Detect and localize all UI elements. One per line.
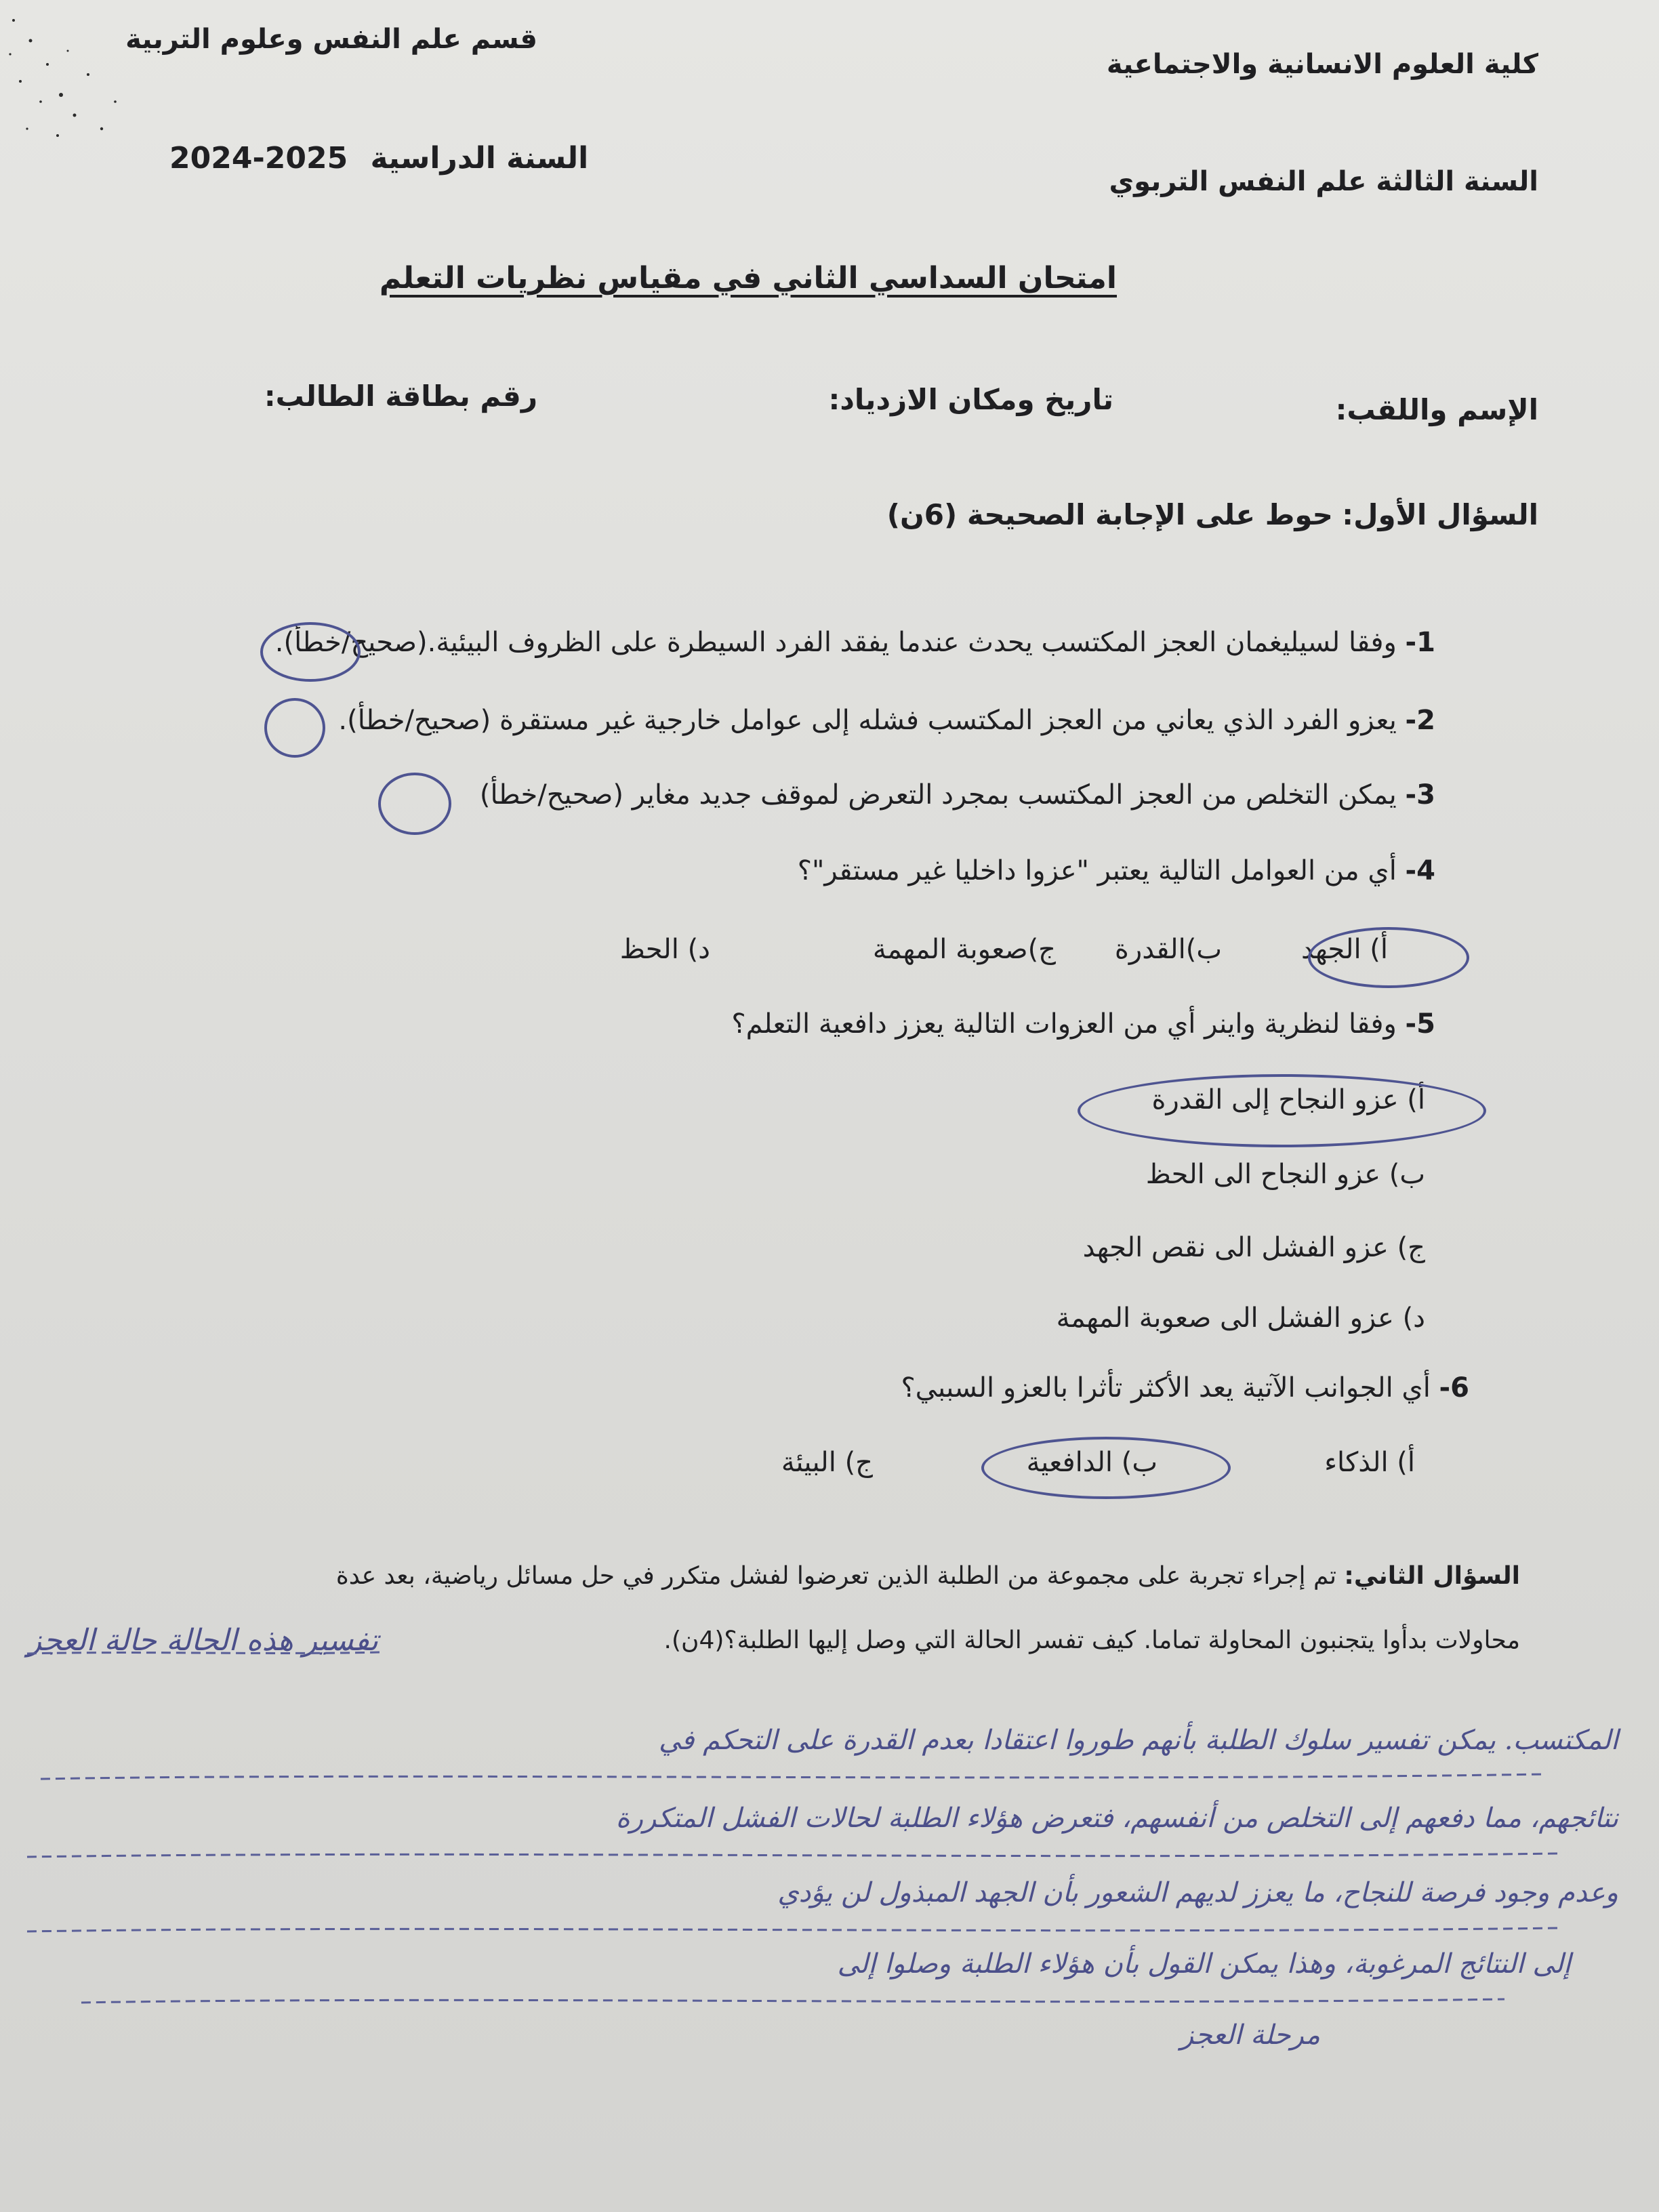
- handwritten-line-3: وعدم وجود فرصة للنجاح، ما يعزز لديهم الشعور بأن الجهد المبذول لن يؤدي: [777, 1877, 1618, 1908]
- handwritten-line-2: نتائجهم، مما دفعهم إلى التخلص من أنفسهم، فتعرض هؤلاء الطلبة لحالات الفشل المتكررة: [615, 1803, 1618, 1834]
- q1-item-5-text: وفقا لنظرية واينر أي من العزوات التالية يعزز دافعية التعلم؟: [731, 1008, 1397, 1040]
- question1-heading: [887, 498, 1538, 531]
- answer-circle-q1: [260, 622, 361, 682]
- q1-item-4-text: أي من العوامل التالية يعتبر "عزوا داخليا غير مستقر"؟: [797, 855, 1397, 886]
- birth-field-label: تاريخ ومكان الازدياد:: [828, 383, 1113, 416]
- q1-item-6-num: 6-: [1439, 1372, 1469, 1404]
- question1-label: السؤال الأول:: [1342, 498, 1538, 531]
- q6-option-b: ب) الدافعية: [1026, 1447, 1158, 1478]
- q4-option-d: د) الحظ: [619, 934, 710, 965]
- faculty-name: كلية العلوم الانسانية والاجتماعية: [1106, 49, 1538, 80]
- academic-year-label: السنة الدراسية: [370, 141, 589, 176]
- name-field-label: الإسم واللقب:: [1335, 393, 1538, 426]
- q1-item-3-text: يمكن التخلص من العجز المكتسب بمجرد التعرض لموقف جديد مغاير (صحيح/خطأ): [479, 779, 1397, 811]
- q1-item-5-num: 5-: [1405, 1008, 1435, 1040]
- answer-circle-q2: [264, 698, 325, 758]
- handwritten-line-0: تفسير هذه الحالة حالة العجز: [27, 1623, 379, 1658]
- answer-circle-q5: [1078, 1074, 1486, 1147]
- q4-option-c: ج)صعوبة المهمة: [872, 934, 1056, 965]
- academic-year: [169, 141, 588, 176]
- student-level: السنة الثالثة علم النفس التربوي: [1109, 166, 1538, 197]
- q1-item-1-num: 1-: [1405, 627, 1435, 658]
- question2-line1: [336, 1562, 1520, 1590]
- student-card-field-label: رقم بطاقة الطالب:: [264, 380, 537, 413]
- q5-option-b: ب) عزو النجاح الى الحظ: [1145, 1159, 1425, 1190]
- q1-item-2: [338, 705, 1435, 736]
- department-name: قسم علم النفس وعلوم التربية: [125, 24, 537, 55]
- q1-item-4: [798, 855, 1435, 886]
- q1-item-6: [901, 1372, 1469, 1404]
- q5-option-a: أ) عزو النجاح إلى القدرة: [1151, 1084, 1425, 1115]
- q6-option-c: ج) البيئة: [781, 1447, 873, 1478]
- q1-item-3-num: 3-: [1405, 779, 1435, 811]
- q1-item-4-num: 4-: [1405, 855, 1435, 886]
- q1-item-6-text: أي الجوانب الآتية يعد الأكثر تأثرا بالعزو السببي؟: [901, 1372, 1431, 1404]
- q4-option-a: أ) الجهد: [1301, 934, 1388, 965]
- question2-label: السؤال الثاني:: [1344, 1562, 1520, 1590]
- q6-option-a: أ) الذكاء: [1324, 1447, 1415, 1478]
- exam-title: امتحان السداسي الثاني في مقياس نظريات التعلم: [379, 261, 1117, 295]
- q1-item-3: [480, 779, 1435, 811]
- question2-line2: محاولات بدأوا يتجنبون المحاولة تماما. كيف تفسر الحالة التي وصل إليها الطلبة؟(4ن).: [663, 1626, 1520, 1654]
- q1-item-1: [275, 627, 1435, 658]
- q4-option-b: ب)القدرة: [1114, 934, 1222, 965]
- q1-item-2-text: يعزو الفرد الذي يعاني من العجز المكتسب فشله إلى عوامل خارجية غير مستقرة (صحيح/خطأ).: [338, 705, 1397, 736]
- q5-option-d: د) عزو الفشل الى صعوبة المهمة: [1056, 1303, 1425, 1334]
- answer-circle-q3: [378, 773, 451, 835]
- handwritten-line-1: المكتسب. يمكن تفسير سلوك الطلبة بأنهم طوروا اعتقادا بعدم القدرة على التحكم في: [658, 1725, 1618, 1756]
- handwritten-line-4: إلى النتائج المرغوبة، وهذا يمكن القول بأن هؤلاء الطلبة وصلوا إلى: [837, 1948, 1571, 1980]
- answer-circle-q4: [1308, 927, 1469, 988]
- q1-item-5: [731, 1008, 1435, 1040]
- academic-year-value: 2024-2025: [169, 141, 348, 176]
- q1-item-2-num: 2-: [1405, 705, 1435, 736]
- question2-text-1: تم إجراء تجربة على مجموعة من الطلبة الذين تعرضوا لفشل متكرر في حل مسائل رياضية، بعد عدة: [335, 1562, 1336, 1590]
- answer-circle-q6: [981, 1437, 1231, 1499]
- q1-item-1-text: وفقا لسيليغمان العجز المكتسب يحدث عندما يفقد الفرد السيطرة على الظروف البيئية.(صحيح/خطأ).: [274, 627, 1397, 658]
- q5-option-c: ج) عزو الفشل الى نقص الجهد: [1082, 1232, 1425, 1263]
- handwritten-line-5: مرحلة العجز: [1180, 2020, 1320, 2051]
- question1-instruction: حوط على الإجابة الصحيحة (6ن): [886, 498, 1333, 531]
